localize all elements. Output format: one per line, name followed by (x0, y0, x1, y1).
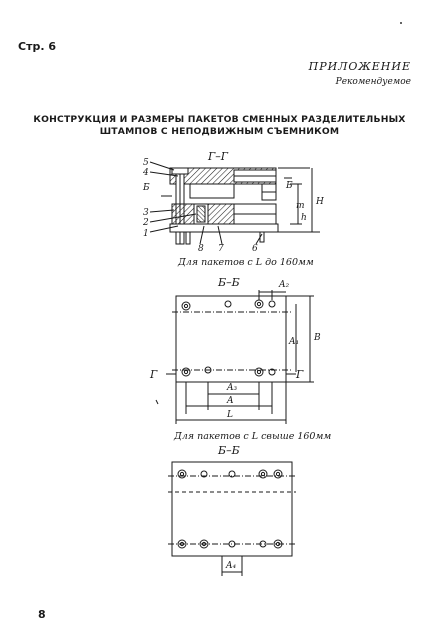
dim-h: h (301, 213, 307, 223)
callout-7: 7 (218, 244, 224, 254)
dim-l: L (227, 410, 233, 420)
cut-mark-right: Г (296, 368, 304, 381)
dim-H: H (316, 197, 324, 207)
dim-m: m (296, 201, 305, 211)
title-line-1: КОНСТРУКЦИЯ И РАЗМЕРЫ ПАКЕТОВ СМЕННЫХ РАЗДЕЛИТЕЛЬНЫХ (33, 114, 406, 125)
recommended-note: Рекомендуемое (335, 77, 411, 87)
cut-mark-left: Г (150, 368, 158, 381)
title-line-2: ШТАМПОВ С НЕПОДВИЖНЫМ СЪЕМНИКОМ (99, 126, 340, 137)
appendix-heading: ПРИЛОЖЕНИЕ (308, 60, 411, 73)
callout-6: 6 (252, 244, 258, 254)
dim-a2: A₂ (279, 280, 290, 290)
callout-b-left: Б (143, 183, 150, 193)
callout-b-right: Б (286, 181, 293, 191)
section-label: Г–Г (208, 150, 229, 163)
dim-a4: A₄ (226, 561, 237, 571)
plan1-label: Б–Б (218, 276, 240, 289)
footer-page-number: 8 (38, 608, 46, 621)
callout-3: 3 (143, 208, 149, 218)
dim-a: A (227, 396, 234, 406)
dim-b: B (314, 333, 321, 343)
callout-1: 1 (143, 229, 149, 239)
callout-4: 4 (143, 168, 149, 178)
plan2-label: Б–Б (218, 444, 240, 457)
page-number: Стр. 6 (18, 40, 56, 53)
plan1-caption: Для пакетов с L до 160мм (178, 257, 314, 268)
dim-a3: A₃ (227, 383, 238, 393)
plan2-caption: Для пакетов с L свыше 160мм (174, 431, 332, 442)
callout-2: 2 (143, 218, 149, 228)
callout-5: 5 (143, 158, 149, 168)
dim-a1: A₁ (289, 337, 300, 347)
callout-8: 8 (198, 244, 204, 254)
